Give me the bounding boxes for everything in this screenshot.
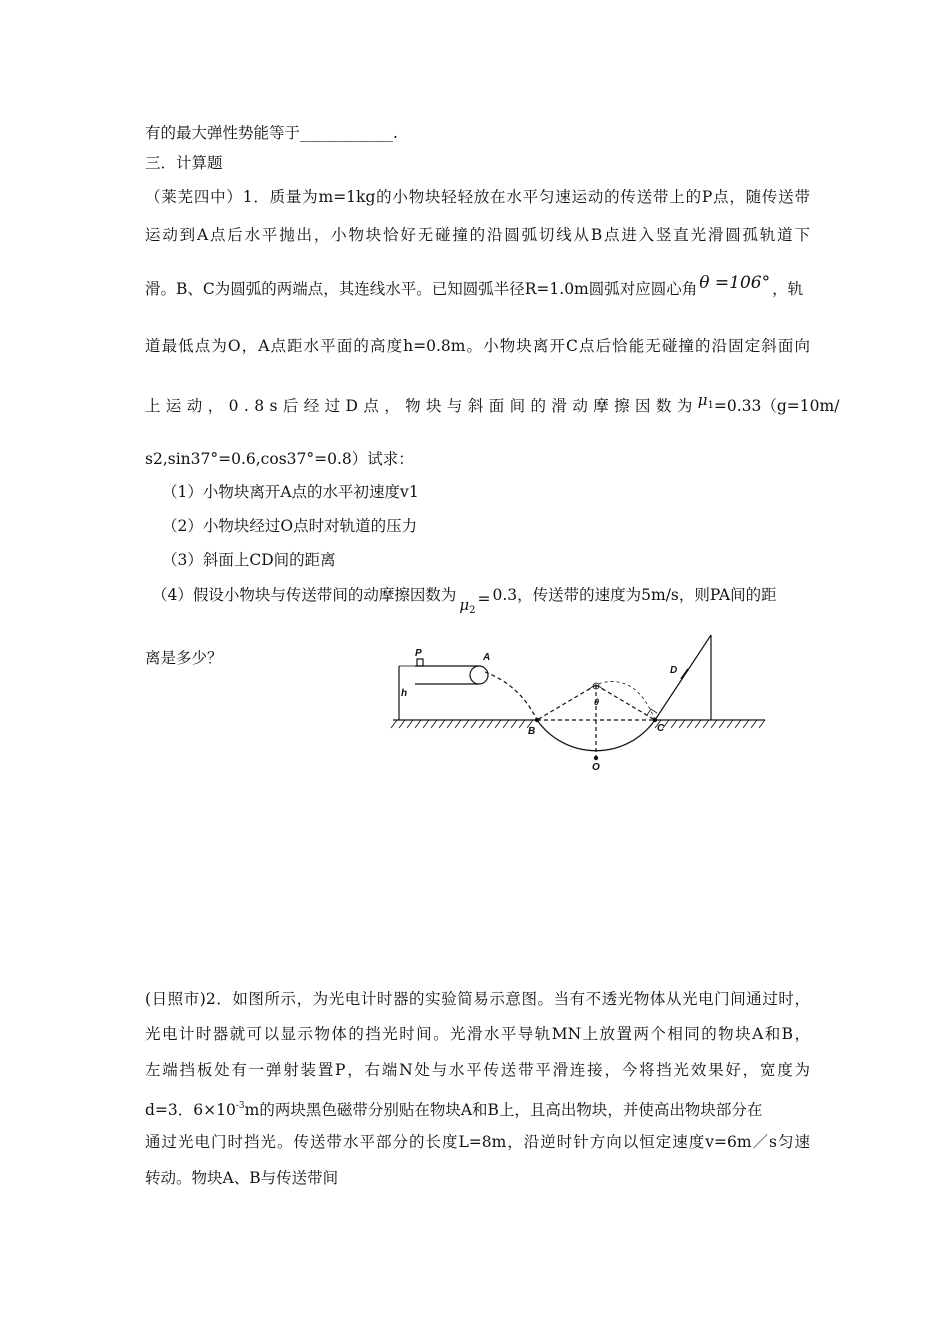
line4-tail: m的两块黑色磁带分别贴在物块A和B上，且高出物块，并使高出物块部分在 <box>244 1101 763 1119</box>
problem2-line3: 左端挡板处有一弹射装置P，右端N处与水平传送带平滑连接，今将挡光效果好，宽度为 <box>145 1061 810 1079</box>
q4-tail: 0.3，传送带的速度为5m/s，则PA间的距 <box>492 586 777 604</box>
problem1-line6: s2,sin37°=0.6,cos37°=0.8）试求： <box>145 450 414 468</box>
problem2-line6: 转动。物块A、B与传送带间 <box>145 1169 339 1187</box>
problem1-line2: 运动到A点后水平抛出，小物块恰好无碰撞的沿圆弧切线从B点进入竖直光滑圆孤轨道下 <box>145 226 810 244</box>
mu1-symbol: $\mu_1$ <box>697 391 714 411</box>
line3-text: 滑。B、C为圆弧的两端点，其连线水平。已知圆弧半径R=1.0m圆弧对应圆心角 <box>145 280 698 298</box>
d-arrow <box>681 669 688 679</box>
label-b: B <box>528 726 536 737</box>
physics-diagram <box>385 630 775 770</box>
problem1-line5 <box>145 391 840 422</box>
label-h: h <box>401 688 408 699</box>
radius-ob <box>537 685 596 720</box>
question-1: （1）小物块离开A点的水平初速度v1 <box>162 483 419 501</box>
q4-text: （4）假设小物块与传送带间的动摩擦因数为 <box>152 586 457 604</box>
problem2-line1: (日照市)2．如图所示，为光电计时器的实验简易示意图。当有不透光物体从光电门间通过时， <box>145 990 810 1008</box>
problem2-line2: 光电计时器就可以显示物体的挡光时间。光滑水平导轨MN上放置两个相同的物块A和B， <box>145 1025 810 1043</box>
theta-expression: θ =106° <box>699 273 771 293</box>
problem1-line3 <box>145 273 810 299</box>
label-d: D <box>670 665 678 676</box>
label-a: A <box>483 652 491 663</box>
line5-tail: =0.33（g=10m/ <box>713 397 840 415</box>
previous-question-tail: 有的最大弹性势能等于____________. <box>145 124 398 142</box>
line5-text: 上运动，0.8s后经过D点，物块与斜面间的滑动摩擦因数为 <box>145 397 698 415</box>
projectile-path <box>485 672 537 720</box>
mu2-symbol: $\mu_2$ <box>459 596 476 616</box>
question-4-end: 离是多少？ <box>145 649 223 667</box>
question-3: （3）斜面上CD间的距离 <box>162 551 336 569</box>
label-p: P <box>415 648 422 659</box>
ground-hatching <box>391 720 765 728</box>
question-4 <box>152 585 817 616</box>
label-theta: θ <box>594 697 600 707</box>
section-heading: 三．计算题 <box>145 154 223 172</box>
problem1-line1: （莱芜四中）1．质量为m=1kg的小物块轻轻放在水平匀速运动的传送带上的P点，随传送带 <box>145 188 810 206</box>
problem1-line4: 道最低点为O，A点距水平面的高度h=0.8m。小物块离开C点后恰能无碰撞的沿固定斜面向 <box>145 337 810 355</box>
conveyor-roller <box>470 666 488 684</box>
problem2-line4 <box>145 1096 810 1120</box>
line4-text: d=3．6×10 <box>145 1101 236 1119</box>
exponent: -3 <box>235 1101 245 1111</box>
block-p <box>417 659 423 666</box>
problem2-line5: 通过光电门时挡光。传送带水平部分的长度L=8m，沿逆时针方向以恒定速度v=6m／s匀速 <box>145 1133 810 1151</box>
question-2: （2）小物块经过O点时对轨道的压力 <box>162 517 418 535</box>
line3-tail: ，轨 <box>772 280 804 298</box>
label-c: C <box>657 723 665 734</box>
label-o: O <box>592 762 600 770</box>
mu2-equals: = <box>477 590 491 608</box>
